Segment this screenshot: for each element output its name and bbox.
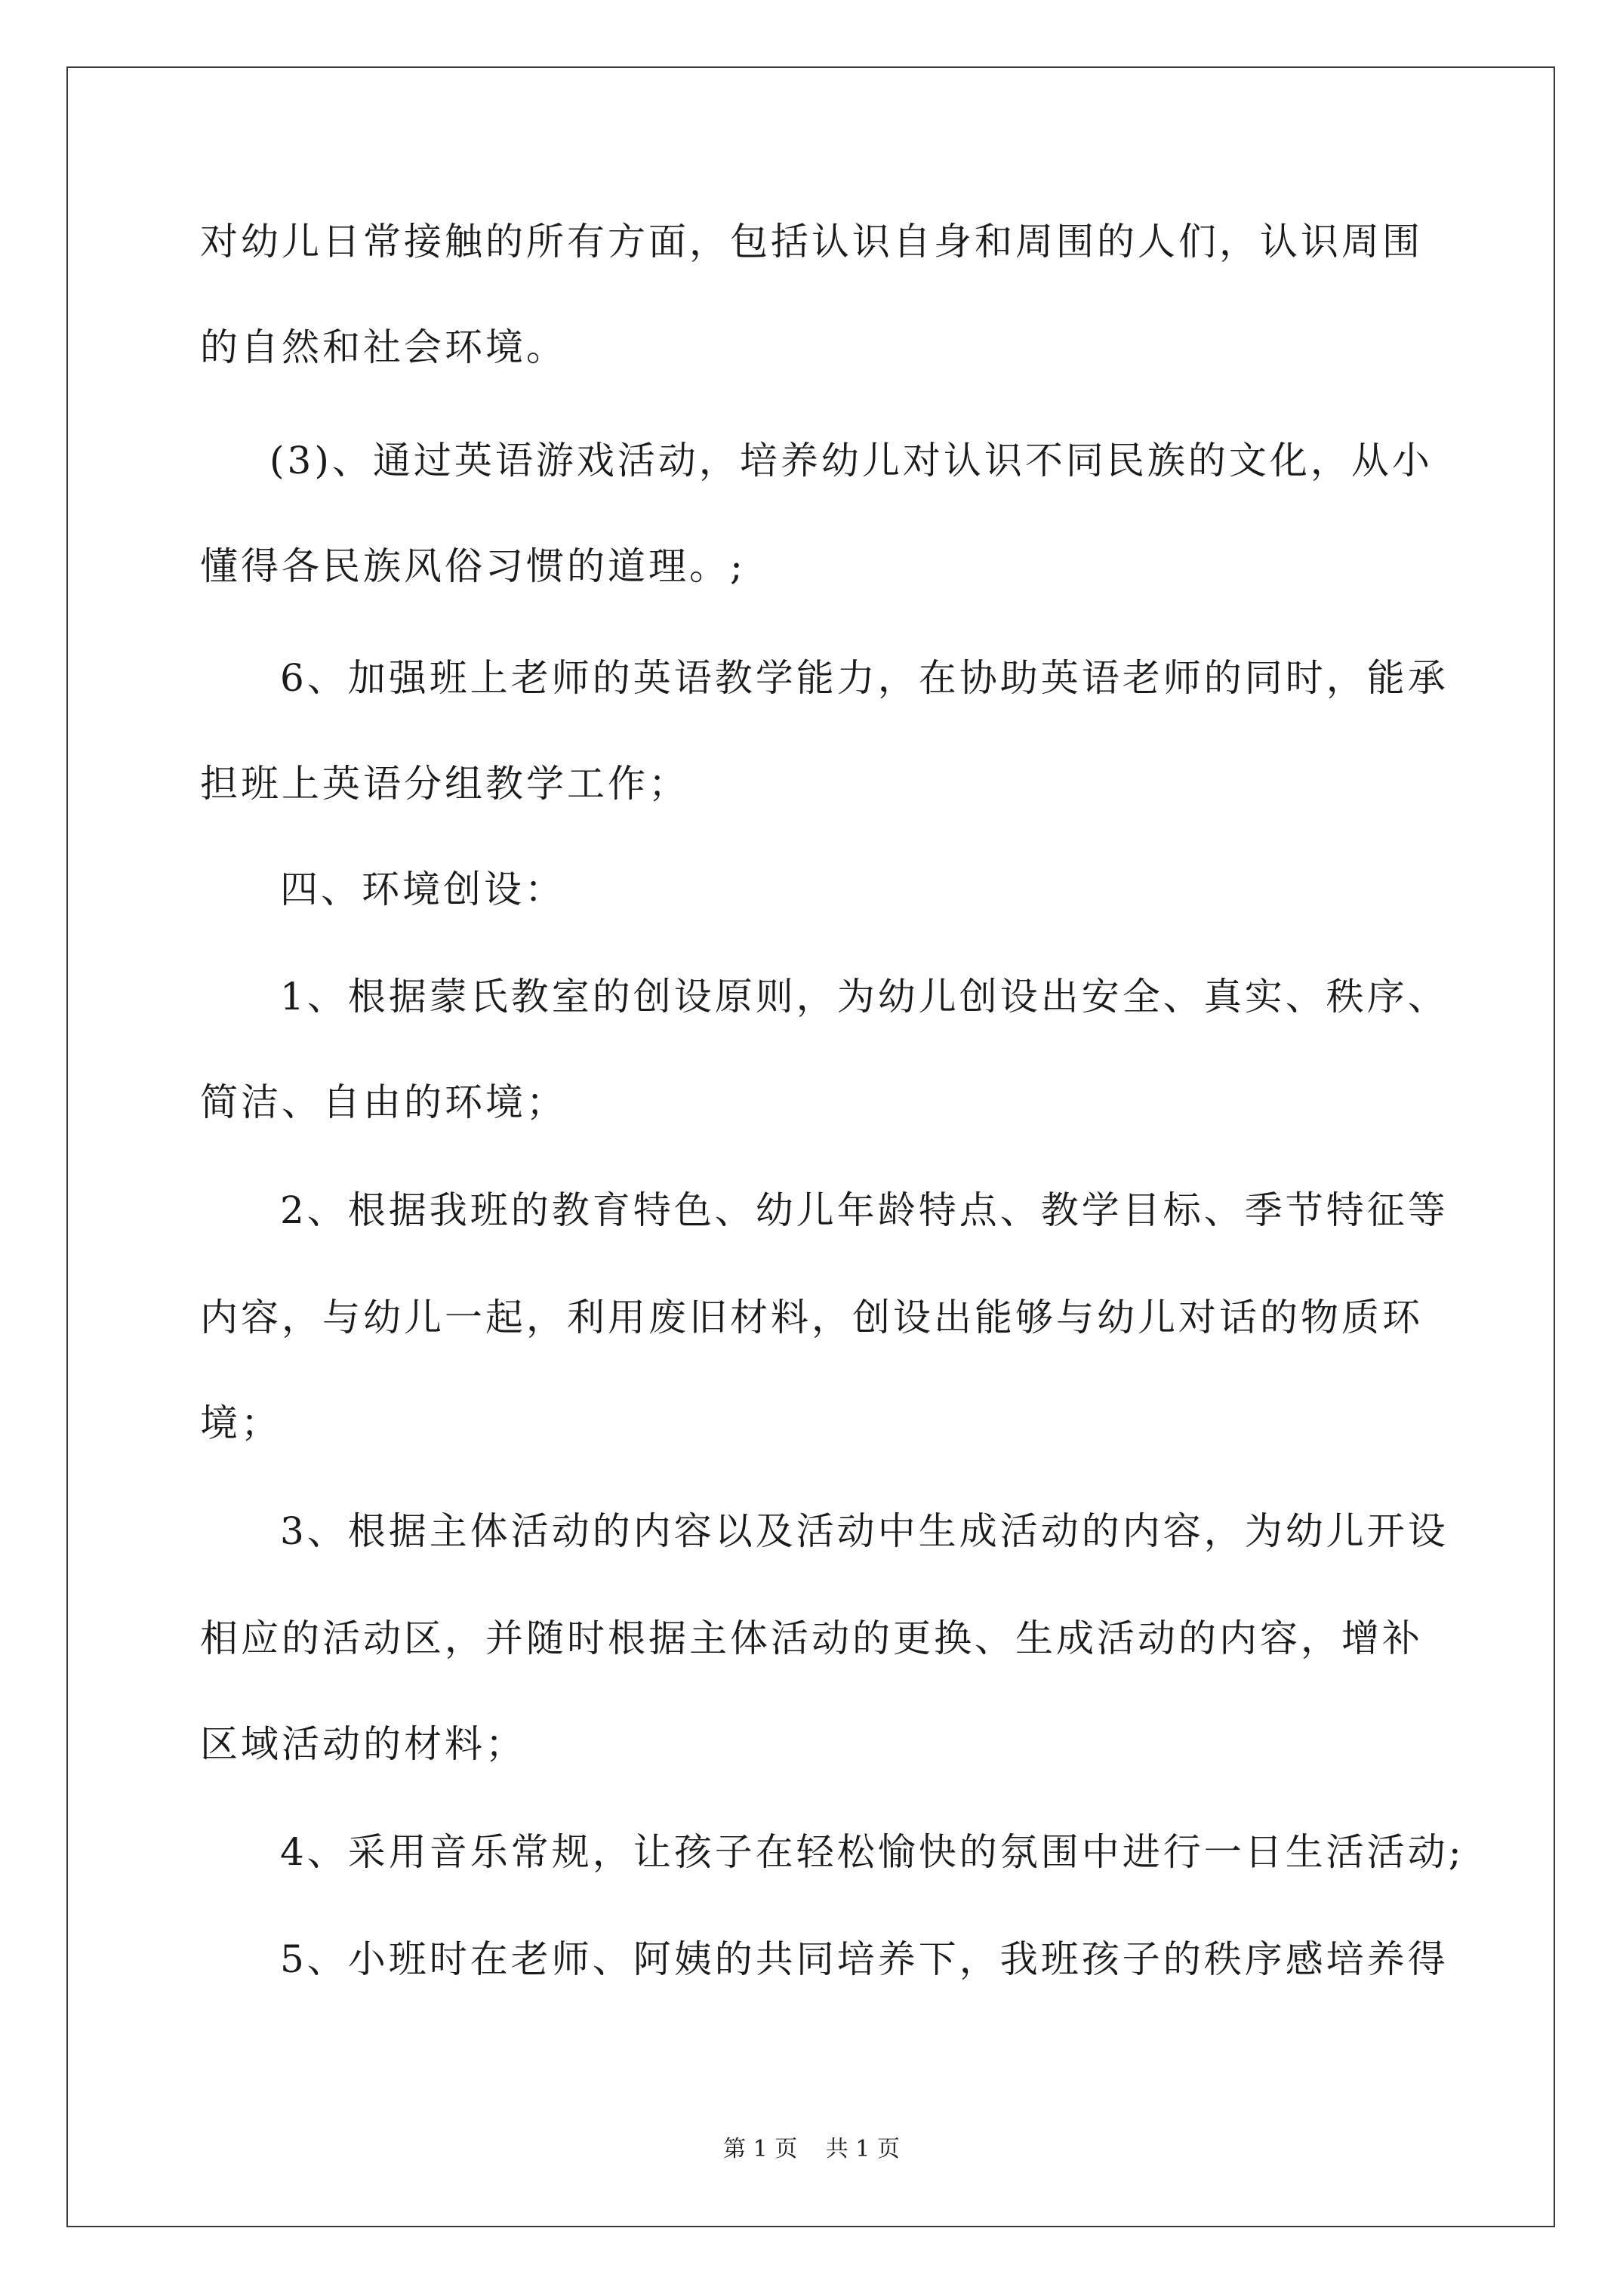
text-line: 区域活动的材料； [200,1722,526,1766]
text-line: 2、根据我班的教育特色、幼儿年龄特点、教学目标、季节特征等 [280,1188,1449,1232]
text-line: 担班上英语分组教学工作； [200,762,689,806]
text-line: (3)、通过英语游戏活动，培养幼儿对认识不同民族的文化，从小 [269,439,1433,482]
text-line: 的自然和社会环境。 [200,325,567,369]
text-line: 5、小班时在老师、阿姨的共同培养下，我班孩子的秩序感培养得 [280,1937,1449,1981]
page-total: 共 1 页 [825,2136,900,2162]
page-number: 第 1 页 [723,2136,798,2162]
page-footer [0,2134,1623,2165]
page-border [66,66,1555,2227]
text-line: 简洁、自由的环境； [200,1080,567,1124]
text-line: 相应的活动区，并随时根据主体活动的更换、生成活动的内容，增补 [200,1616,1423,1660]
text-line: 4、采用音乐常规，让孩子在轻松愉快的氛围中进行一日生活活动; [280,1830,1464,1874]
text-line: 对幼儿日常接触的所有方面，包括认识自身和周围的人们，认识周围 [200,220,1423,264]
text-line: 3、根据主体活动的内容以及活动中生成活动的内容，为幼儿开设 [280,1509,1449,1553]
text-line: 懂得各民族风俗习惯的道理。; [200,544,746,588]
text-line: 6、加强班上老师的英语教学能力，在协助英语老师的同时，能承 [280,656,1449,700]
text-line: 境； [200,1401,282,1445]
text-line: 1、根据蒙氏教室的创设原则，为幼儿创设出安全、真实、秩序、 [280,975,1449,1019]
section-heading: 四、环境创设： [280,868,565,911]
text-line: 内容，与幼儿一起，利用废旧材料，创设出能够与幼儿对话的物质环 [200,1296,1423,1339]
